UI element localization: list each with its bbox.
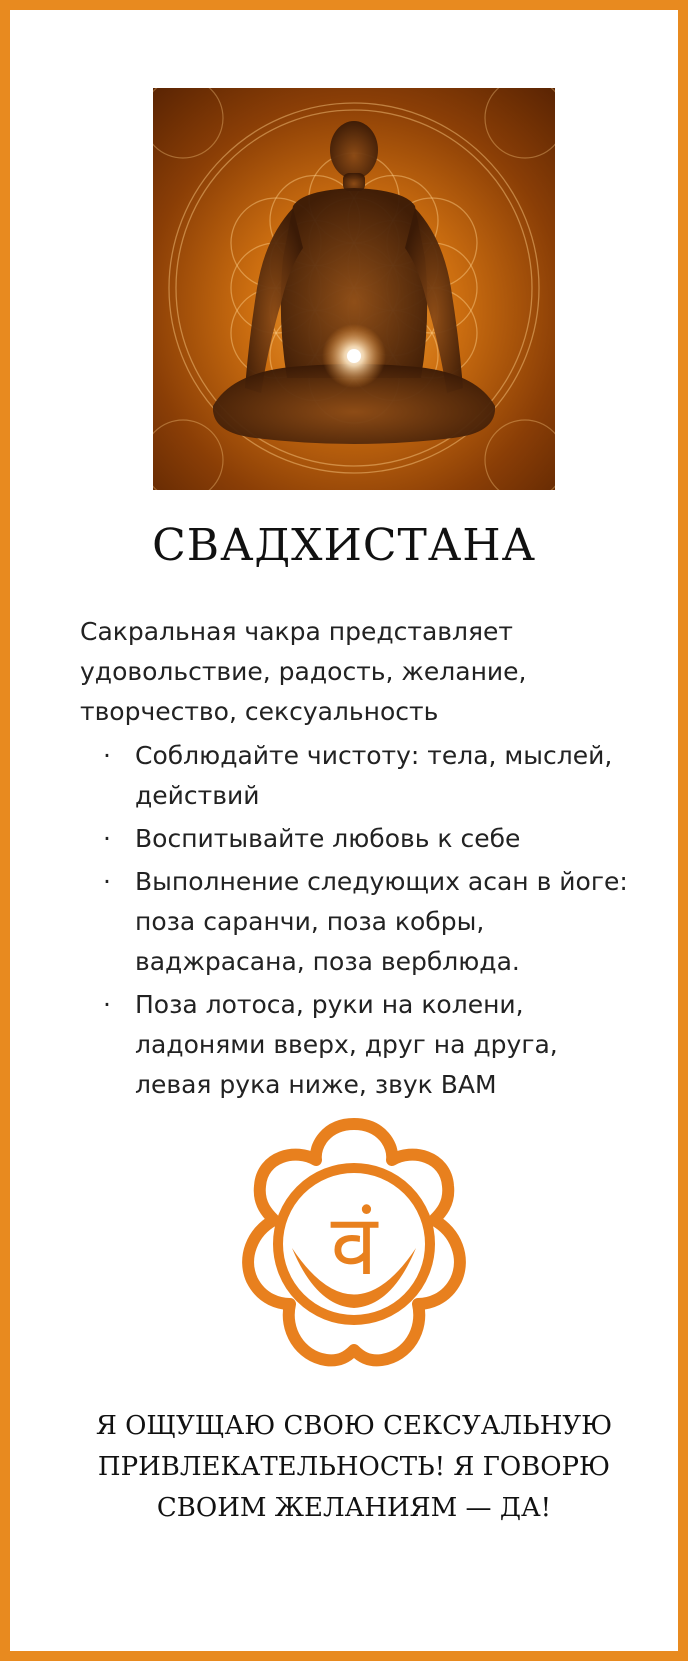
bullet-icon: ·: [103, 824, 111, 853]
intro-text: Сакральная чакра представляет удовольствие, радость, желание, творчество, сексуальность: [80, 617, 527, 726]
bullet-icon: ·: [103, 867, 111, 896]
meditating-figure-flower-of-life-icon: [153, 88, 555, 490]
page-title: СВАДХИСТАНА: [152, 520, 536, 571]
list-item: [103, 736, 640, 816]
hero-image: [153, 88, 555, 490]
tip-text: Поза лотоса, руки на колени, ладонями вверх, друг на друга, левая рука ниже, звук ВАМ: [135, 990, 558, 1099]
list-item: [103, 819, 640, 859]
description-block: [80, 612, 640, 1108]
bija-mantra-glyph: वं: [330, 1196, 378, 1294]
affirmation-text: Я ОЩУЩАЮ СВОЮ СЕКСУАЛЬНУЮ ПРИВЛЕКАТЕЛЬНОСТЬ! Я ГОВОРЮ СВОИМ ЖЕЛАНИЯМ — ДА!: [95, 1411, 613, 1523]
list-item: [103, 862, 640, 982]
list-item: [103, 985, 640, 1105]
bullet-icon: ·: [103, 741, 111, 770]
chakra-emblem: [234, 1116, 474, 1374]
tips-list: [80, 736, 640, 1105]
tip-text: Выполнение следующих асан в йоге: поза саранчи, поза кобры, ваджрасана, поза верблюда.: [135, 867, 628, 976]
tip-text: Воспитывайте любовь к себе: [135, 824, 521, 853]
bullet-icon: ·: [103, 990, 111, 1019]
tip-text: Соблюдайте чистоту: тела, мыслей, действий: [135, 741, 613, 810]
svadhisthana-chakra-lotus-icon: [234, 1116, 474, 1374]
